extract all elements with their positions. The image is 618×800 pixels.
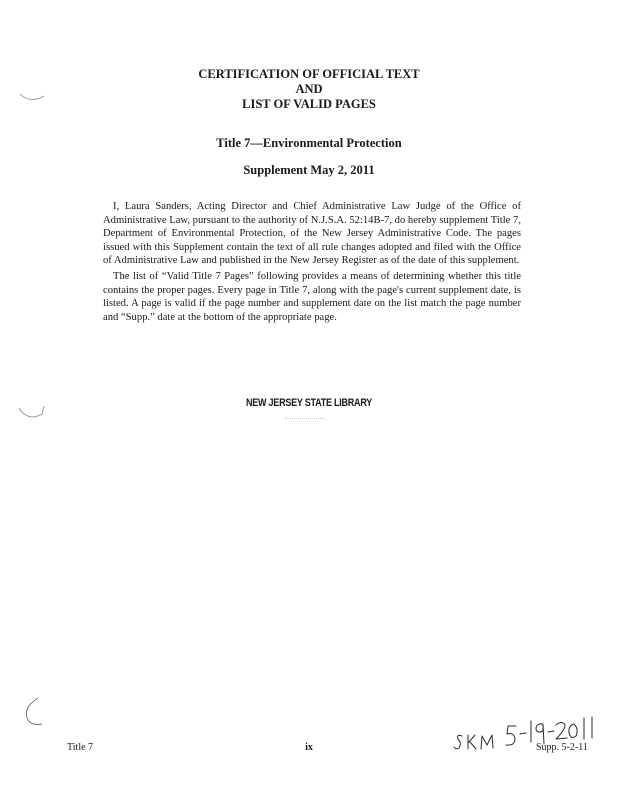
hole-punch-mark-middle: [16, 402, 46, 426]
footer-page-number: ix: [305, 742, 313, 753]
footer-title: Title 7: [67, 742, 94, 753]
hole-punch-mark-top: [18, 86, 48, 106]
paragraph-valid-pages: The list of “Valid Title 7 Pages” following provides a means of determining whether this title contains the proper pages. Every page in Title 7, along with the page's current supplement date, is listed. A page is valid if the page number and supplement date on the list match the page number and “Supp.” date at the bottom of the appropriate page.: [103, 271, 521, 323]
paragraph-certification: I, Laura Sanders, Acting Director and Chief Administrative Law Judge of the Office of Administrative Law, pursuant to the authority of N.J.S.A. 52:14B-7, do hereby supplement Title 7, Department of Environmental Protection, of the New Jersey Administrative Code. The pages issued with this Supplement contain the text of all rule changes adopted and filed with the Office of Administrative Law and published in the New Jersey Register as of the date of this supplement.: [103, 201, 521, 267]
title-line: Title 7—Environmental Protection: [216, 136, 402, 150]
heading-line-1: CERTIFICATION OF OFFICIAL TEXT: [198, 67, 420, 81]
stamp-smudge: [285, 418, 325, 421]
footer-supplement-date: Supp. 5-2-11: [536, 742, 588, 753]
hole-punch-mark-bottom: [20, 694, 50, 730]
heading-line-3: LIST OF VALID PAGES: [242, 97, 376, 111]
supplement-line: Supplement May 2, 2011: [243, 163, 375, 177]
library-stamp: NEW JERSEY STATE LIBRARY: [245, 397, 373, 409]
heading-line-2: AND: [295, 82, 323, 96]
